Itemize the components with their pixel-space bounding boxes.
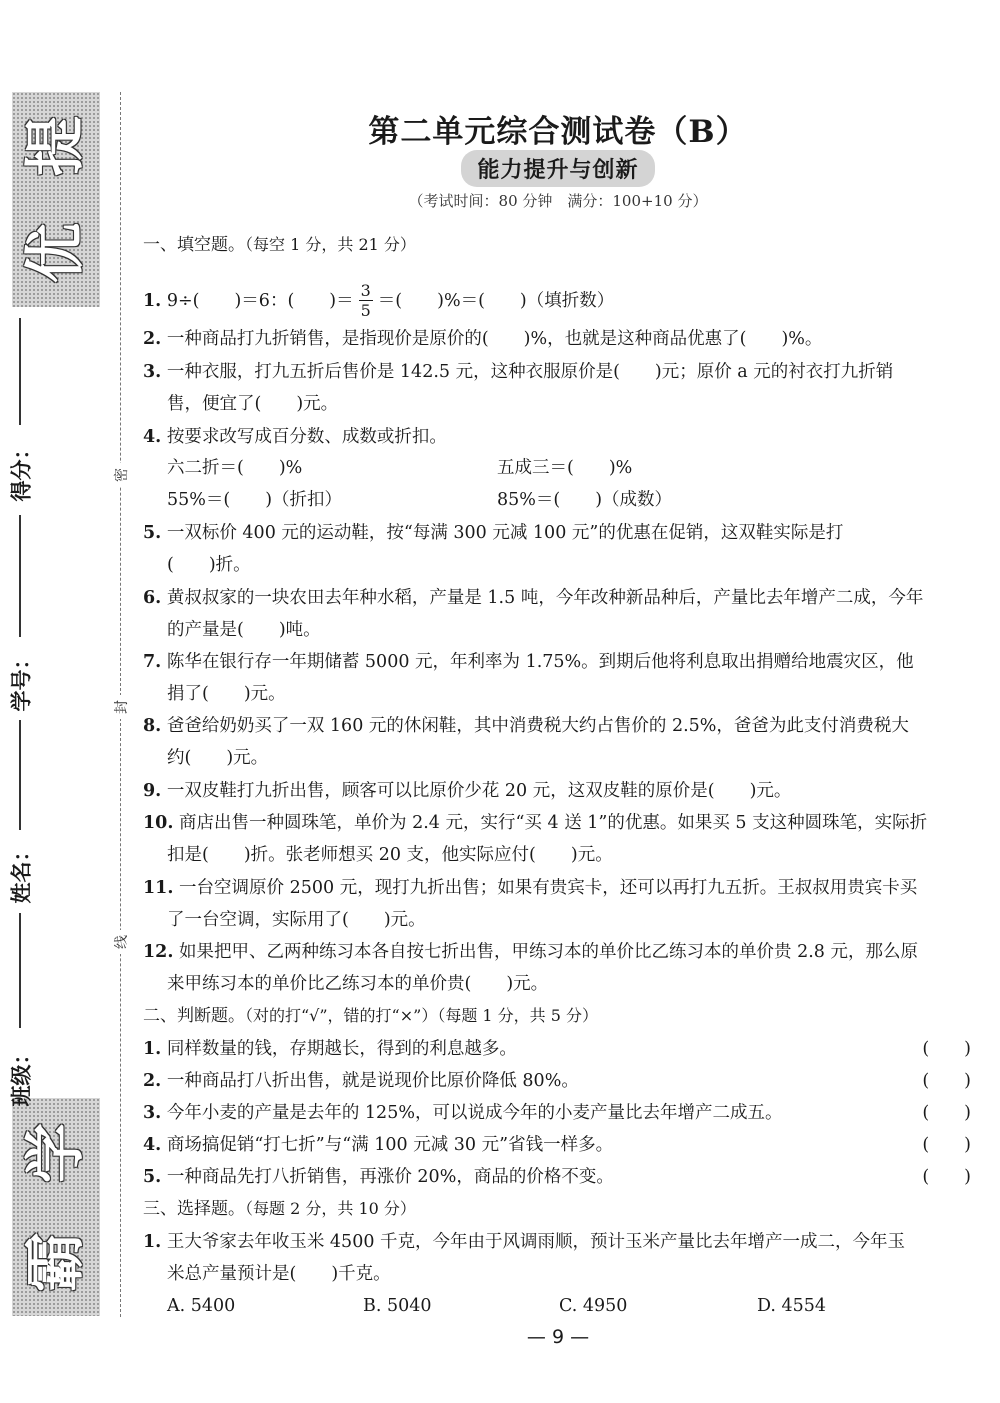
banner-char: 优 bbox=[21, 223, 91, 284]
page-title: 第二单元综合测试卷（B） bbox=[368, 114, 748, 150]
banner-char: 学 bbox=[21, 1122, 91, 1183]
student-id-line bbox=[19, 515, 21, 637]
banner-bottom bbox=[12, 1098, 100, 1316]
question-8: 8. 爸爸给奶奶买了一双 160 元的休闲鞋，其中消费税大约占售价的 2.5%，爸爸为此支付消费税大 bbox=[143, 716, 909, 736]
class-field[interactable]: 班级： bbox=[9, 1043, 33, 1107]
student-id-field[interactable]: 学号： bbox=[9, 648, 33, 712]
question-2: 2. 一种商品打九折销售，是指现价是原价的( )%，也就是这种商品优惠了( )%。 bbox=[143, 329, 823, 349]
question-12-cont: 来甲练习本的单价比乙练习本的单价贵( )元。 bbox=[167, 974, 549, 994]
question-5-cont: ( )折。 bbox=[167, 555, 251, 575]
option-a[interactable]: A. 5400 bbox=[167, 1296, 236, 1316]
answer-bracket[interactable]: ( ) bbox=[922, 1039, 971, 1059]
question-5: 5. 一双标价 400 元的运动鞋，按“每满 300 元减 100 元”的优惠在促销，这双鞋实际是打 bbox=[143, 523, 844, 543]
question-6-cont: 的产量是( )吨。 bbox=[167, 620, 321, 640]
section-heading: 二、判断题。（对的打“√”，错的打“×”）（每题 1 分，共 5 分） bbox=[143, 1006, 599, 1026]
judge-item: 5. 一种商品先打八折销售，再涨价 20%，商品的价格不变。 ( ) bbox=[143, 1167, 971, 1187]
question-3: 3. 一种衣服，打九五折后售价是 142.5 元，这种衣服原价是( )元；原价 a 元的衬衣打九折销 bbox=[143, 362, 894, 382]
section-heading: 一、填空题。（每空 1 分，共 21 分） bbox=[143, 235, 416, 255]
question-7: 7. 陈华在银行存一年期储蓄 5000 元，年利率为 1.75%。到期后他将利息取出捐赠给地震灾区，他 bbox=[143, 652, 914, 672]
banner-top bbox=[12, 92, 100, 307]
question-8-cont: 约( )元。 bbox=[167, 748, 269, 768]
option-d[interactable]: D. 4554 bbox=[757, 1296, 827, 1316]
score-field[interactable]: 得分： bbox=[9, 438, 33, 502]
section-heading: 三、选择题。（每题 2 分，共 10 分） bbox=[143, 1199, 416, 1219]
banner-char: 霸 bbox=[21, 1231, 91, 1292]
banner-char: 提 bbox=[21, 115, 91, 176]
name-line bbox=[19, 720, 21, 830]
judge-item: 3. 今年小麦的产量是去年的 125%，可以说成今年的小麦产量比去年增产二成五。 ( ) bbox=[143, 1103, 971, 1123]
page-number: — 9 — bbox=[526, 1326, 590, 1348]
question-9: 9. 一双皮鞋打九折出售，顾客可以比原价少花 20 元，这双皮鞋的原价是( )元。 bbox=[143, 781, 792, 801]
answer-bracket[interactable]: ( ) bbox=[922, 1103, 971, 1123]
answer-bracket[interactable]: ( ) bbox=[922, 1135, 971, 1155]
subtitle-badge: 能力提升与创新 bbox=[461, 150, 654, 187]
answer-bracket[interactable]: ( ) bbox=[922, 1071, 971, 1091]
seal-char: 封 bbox=[111, 695, 131, 719]
question-6: 6. 黄叔叔家的一块农田去年种水稻，产量是 1.5 吨，今年改种新品种后，产量比去年增产二成，今年 bbox=[143, 588, 924, 608]
score-line bbox=[19, 318, 21, 425]
name-field[interactable]: 姓名： bbox=[9, 840, 33, 904]
option-c[interactable]: C. 4950 bbox=[559, 1296, 628, 1316]
choice-question-1: 1. 王大爷家去年收玉米 4500 千克，今年由于风调雨顺，预计玉米产量比去年增产一成二，今年玉 bbox=[143, 1232, 906, 1252]
option-b[interactable]: B. 5040 bbox=[363, 1296, 432, 1316]
exam-info: （考试时间：80 分钟 满分：100+10 分） bbox=[408, 192, 708, 210]
question-3-cont: 售，便宜了( )元。 bbox=[167, 394, 339, 414]
question-12: 12. 如果把甲、乙两种练习本各自按七折出售，甲练习本的单价比乙练习本的单价贵 2.8 元，那么原 bbox=[143, 942, 918, 962]
seal-char: 线 bbox=[111, 930, 131, 954]
answer-bracket[interactable]: ( ) bbox=[922, 1167, 971, 1187]
question-10-cont: 扣是( )折。张老师想买 20 支，他实际应付( )元。 bbox=[167, 845, 613, 865]
question-11: 11. 一台空调原价 2500 元，现打九折出售；如果有贵宾卡，还可以再打九五折。王叔叔用贵宾卡买 bbox=[143, 878, 918, 898]
question-1: 1. 9÷( )＝6：( )＝ $\frac{3}{5}$ ＝( )%＝( )（填折数） bbox=[143, 281, 615, 320]
choice-question-1-cont: 米总产量预计是( )千克。 bbox=[167, 1264, 391, 1284]
judge-item: 1. 同样数量的钱，存期越长，得到的利息越多。 ( ) bbox=[143, 1039, 971, 1059]
seal-char: 密 bbox=[111, 463, 131, 487]
question-11-cont: 了一台空调，实际用了( )元。 bbox=[167, 910, 426, 930]
question-10: 10. 商店出售一种圆珠笔，单价为 2.4 元，实行“买 4 送 1”的优惠。如果买 5 支这种圆珠笔，实际折 bbox=[143, 813, 928, 833]
subtitle-wrap bbox=[143, 150, 973, 187]
binding-margin bbox=[0, 0, 135, 1403]
fraction: $\frac{3}{5}$ bbox=[360, 281, 371, 320]
class-line bbox=[19, 913, 21, 1028]
judge-item: 2. 一种商品打八折出售，就是说现价比原价降低 80%。 ( ) bbox=[143, 1071, 971, 1091]
judge-item: 4. 商场搞促销“打七折”与“满 100 元减 30 元”省钱一样多。 ( ) bbox=[143, 1135, 971, 1155]
question-4: 4. 按要求改写成百分数、成数或折扣。 bbox=[143, 427, 447, 447]
question-7-cont: 捐了( )元。 bbox=[167, 684, 286, 704]
